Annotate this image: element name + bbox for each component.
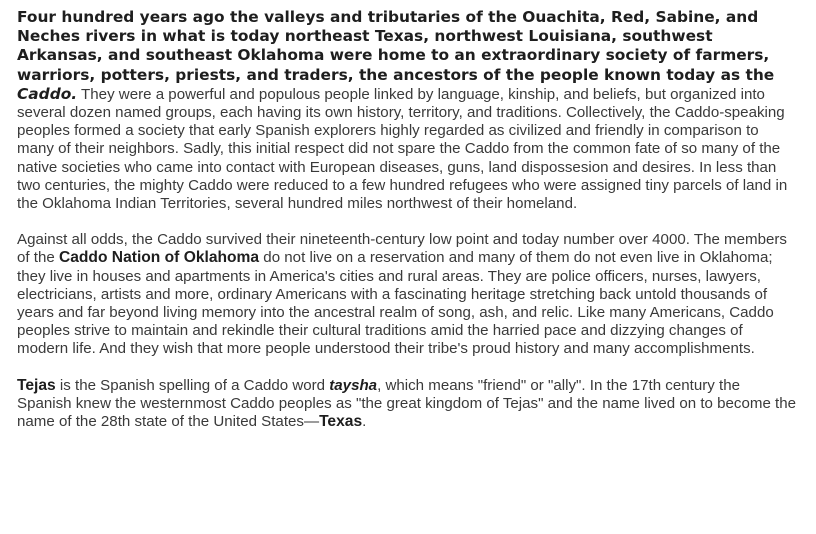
caddo-emphasis: Caddo.	[17, 84, 78, 103]
tejas-term: Tejas	[17, 376, 56, 394]
tejas-text-3: .	[362, 413, 367, 431]
paragraph-tejas	[17, 377, 797, 432]
paragraph-caddo-today	[17, 231, 797, 358]
caddo-nation-name: Caddo Nation of Oklahoma	[58, 249, 260, 267]
today-text-before: Against all odds, the Caddo survived their nineteenth-century low point and today number over 4000. The members of the	[17, 231, 787, 267]
lead-sentence: Four hundred years ago the valleys and tributaries of the Ouachita, Red, Sabine, and Neches rivers in what is today northeast Texas, northwest Louisiana, southwest Arkansas, and southeast Oklahoma were home to an extraordinary society of farmers, warriors, potters, priests, and traders, the ancestors of the people known today as the	[17, 8, 775, 84]
texas-term: Texas	[319, 413, 363, 431]
tejas-text-1: is the Spanish spelling of a Caddo word	[55, 376, 330, 394]
paragraph-caddo-history	[17, 8, 797, 213]
history-body-text: They were a powerful and populous people linked by language, kinship, and beliefs, but organized into several dozen named groups, each having its own history, territory, and traditions. Collectively, the Caddo-speaking peoples formed a society that early Spanish explorers highly regarded as civilized and friendly in comparison to many of their neighbors. Sadly, this initial respect did not spare the Caddo from the common fate of so many of the native societies who came into contact with European diseases, guns, land dispossesion and desires. In less than two centuries, the mighty Caddo were reduced to a few hundred refugees who were assigned tiny parcels of land in the Oklahoma Indian Territories, several hundred miles northwest of their homeland.	[17, 85, 788, 213]
today-text-after: do not live on a reservation and many of them do not even live in Oklahoma; they live in houses and apartments in America's cities and rural areas. They are police officers, nurses, lawyers, electricians, artists and more, ordinary Americans with a fascinating heritage stretching back untold thousands of years and far beyond living memory into the ancestral realm of song, ash, and relic. Like many Americans, Caddo peoples strive to maintain and rekindle their cultural traditions amid the harried pace and dizzying changes of modern life. And they wish that more people understood their tribe's proud history and many accomplishments.	[17, 249, 774, 358]
taysha-term: taysha	[329, 376, 378, 394]
tejas-text-2: , which means "friend" or "ally". In the 17th century the Spanish knew the westernmost Caddo peoples as "the great kingdom of Tejas" and the name lived on to become the name of the 28th state of the United States—	[17, 376, 797, 431]
